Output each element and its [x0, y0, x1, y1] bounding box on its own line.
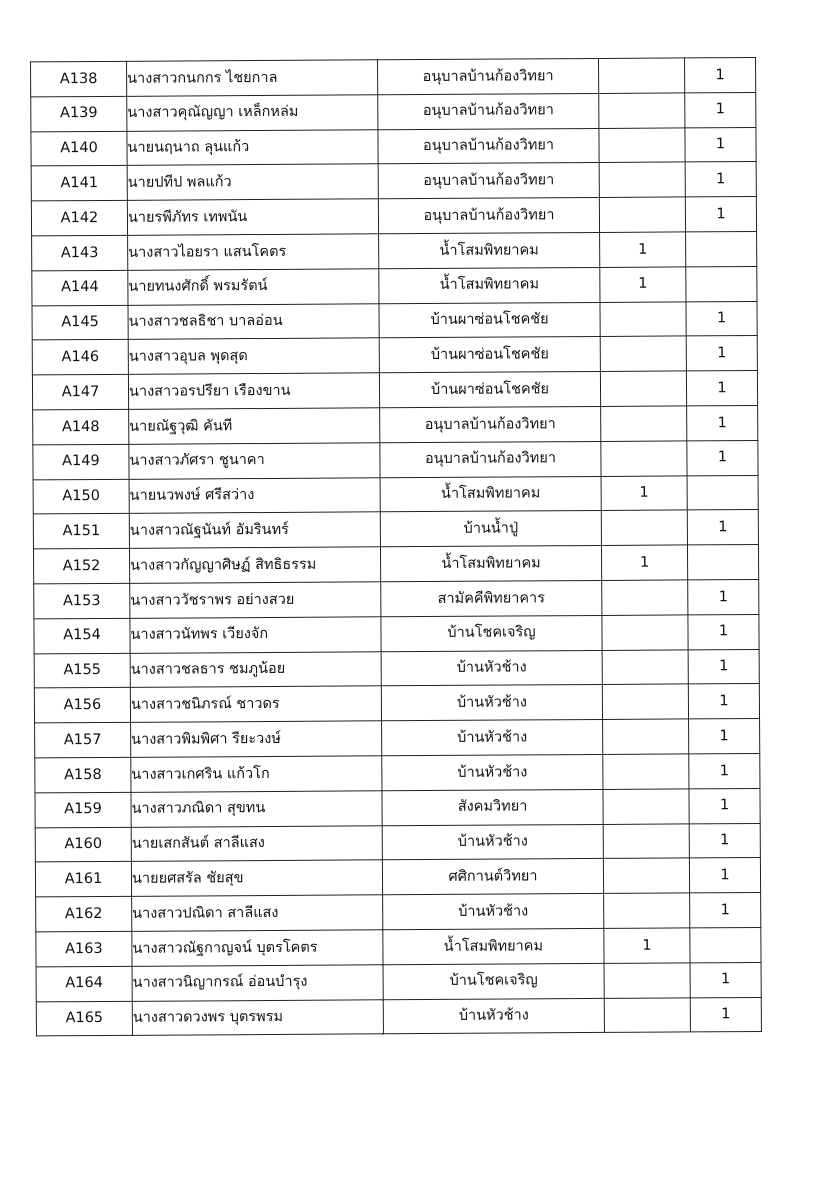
entry-count-b: 1 [686, 301, 757, 336]
entry-name: นางสาวชลธาร ชมภูน้อย [130, 651, 381, 687]
entry-school: อนุบาลบ้านก้องวิทยา [378, 93, 599, 129]
entry-school: สังคมวิทยา [382, 789, 603, 825]
entry-name: นางสาวณัฐนันท์ อัมรินทร์ [129, 512, 380, 548]
entry-id: A149 [33, 444, 129, 479]
entry-name: นางสาวเกศริน แก้วโก [131, 756, 382, 792]
entry-school: อนุบาลบ้านก้องวิทยา [378, 128, 599, 164]
entry-school: บ้านหัวช้าง [381, 685, 602, 721]
entry-count-a [601, 441, 687, 476]
entry-id: A163 [36, 931, 132, 966]
entry-school: บ้านหัวช้าง [382, 720, 603, 756]
entry-school: บ้านหัวช้าง [382, 754, 603, 790]
entry-count-b: 1 [688, 684, 759, 719]
entry-school: น้ำโสมพิทยาคม [379, 267, 600, 303]
table-row [35, 753, 760, 792]
table-row [36, 997, 761, 1036]
entry-school: บ้านหัวช้าง [382, 824, 603, 860]
entry-school: บ้านผาซ่อนโชคชัย [379, 302, 600, 338]
entry-count-b: 1 [690, 893, 761, 928]
entry-id: A142 [31, 201, 127, 236]
entry-name: นางสาวพิมพิศา รียะวงษ์ [131, 721, 382, 757]
entry-school: บ้านโชคเจริญ [383, 963, 604, 999]
entry-count-a [603, 858, 689, 893]
entry-id: A152 [33, 548, 129, 583]
table-row [31, 197, 756, 236]
entry-count-a [602, 615, 688, 650]
table-row [31, 127, 756, 166]
entry-count-a [604, 997, 690, 1032]
table-row [33, 475, 758, 514]
entry-id: A156 [34, 688, 130, 723]
entry-name: นายนวพงษ์ ศรีสว่าง [129, 477, 380, 513]
entry-count-b: 1 [686, 371, 757, 406]
entry-count-b: 1 [690, 962, 761, 997]
table-row [31, 92, 756, 131]
entry-school: น้ำโสมพิทยาคม [383, 928, 604, 964]
entry-id: A141 [31, 166, 127, 201]
entry-count-b: 1 [690, 997, 761, 1032]
entry-school: น้ำโสมพิทยาคม [380, 476, 601, 512]
entry-school: อนุบาลบ้านก้องวิทยา [380, 441, 601, 477]
entry-id: A150 [33, 479, 129, 514]
entry-id: A145 [32, 305, 128, 340]
entry-school: น้ำโสมพิทยาคม [379, 232, 600, 268]
entry-id: A159 [35, 792, 131, 827]
entry-name: นางสาวภณิดา สุขทน [131, 791, 382, 827]
entry-count-b: 1 [687, 405, 758, 440]
entry-id: A151 [33, 514, 129, 549]
table-row [33, 440, 758, 479]
entry-count-b: 1 [685, 162, 756, 197]
table-row [31, 162, 756, 201]
entry-count-b: 1 [688, 614, 759, 649]
entry-name: นางสาวนิญากรณ์ อ่อนบำรุง [132, 965, 383, 1001]
entry-count-a: 1 [600, 232, 686, 267]
entry-count-a [603, 754, 689, 789]
entry-count-a [598, 58, 684, 93]
entry-count-a [602, 684, 688, 719]
entry-id: A155 [34, 653, 130, 688]
entry-count-a: 1 [600, 267, 686, 302]
entry-count-a [599, 197, 685, 232]
entry-id: A160 [35, 827, 131, 862]
entry-school: บ้านผาซ่อนโชคชัย [379, 337, 600, 373]
entry-name: นางสาวภัศรา ชูนาคา [129, 443, 380, 479]
entry-count-b: 1 [689, 823, 760, 858]
entry-count-a [599, 128, 685, 163]
roster-table [30, 57, 762, 1037]
entry-count-b [687, 545, 758, 580]
entry-school: บ้านผาซ่อนโชคชัย [379, 372, 600, 408]
entry-id: A139 [31, 96, 127, 131]
entry-name: นางสาวคุณัญญา เหล็กหล่ม [127, 95, 378, 131]
table-row [36, 893, 761, 932]
entry-count-a [599, 162, 685, 197]
entry-count-a: 1 [601, 545, 687, 580]
entry-id: A143 [32, 235, 128, 270]
entry-id: A138 [31, 61, 127, 96]
entry-count-b: 1 [688, 649, 759, 684]
entry-school: บ้านหัวช้าง [383, 998, 604, 1034]
entry-name: นางสาวดวงพร บุตรพรม [132, 999, 383, 1035]
table-row [33, 405, 758, 444]
entry-id: A148 [33, 409, 129, 444]
entry-count-b: 1 [685, 127, 756, 162]
table-row [35, 719, 760, 758]
entry-id: A162 [36, 896, 132, 931]
entry-name: นายยศสรัล ชัยสุข [131, 860, 382, 896]
table-row [35, 823, 760, 862]
entry-school: อนุบาลบ้านก้องวิทยา [378, 198, 599, 234]
table-row [34, 684, 759, 723]
entry-count-b [686, 266, 757, 301]
entry-school: บ้านโชคเจริญ [381, 615, 602, 651]
entry-count-a: 1 [604, 928, 690, 963]
table-row [32, 231, 757, 270]
entry-school: บ้านน้ำปู่ [380, 511, 601, 547]
entry-id: A140 [31, 131, 127, 166]
entry-name: นายรพีภัทร เทพนัน [127, 199, 378, 235]
entry-count-a [603, 823, 689, 858]
entry-count-b: 1 [689, 788, 760, 823]
table-row [32, 336, 757, 375]
entry-count-a [599, 93, 685, 128]
entry-name: นางสาวอรปรียา เรืองขาน [128, 373, 379, 409]
entry-count-b: 1 [686, 336, 757, 371]
entry-school: อนุบาลบ้านก้องวิทยา [378, 58, 599, 94]
entry-name: นายทนงศักดิ์ พรมรัตน์ [128, 269, 379, 305]
table-row [32, 266, 757, 305]
entry-count-b [686, 231, 757, 266]
entry-name: นายณัฐวุฒิ คันที [129, 408, 380, 444]
entry-count-b: 1 [685, 92, 756, 127]
entry-id: A164 [36, 966, 132, 1001]
table-row [36, 927, 761, 966]
entry-id: A165 [36, 1001, 132, 1036]
entry-count-b [687, 475, 758, 510]
entry-count-b: 1 [687, 440, 758, 475]
entry-count-b: 1 [684, 57, 755, 92]
table-row [33, 545, 758, 584]
entry-count-a [604, 893, 690, 928]
entry-count-a: 1 [601, 475, 687, 510]
table-row [34, 579, 759, 618]
table-row [34, 649, 759, 688]
entry-count-b: 1 [685, 197, 756, 232]
entry-school: น้ำโสมพิทยาคม [380, 546, 601, 582]
entry-count-a [601, 406, 687, 441]
entry-count-a [600, 302, 686, 337]
table-row [31, 57, 756, 96]
entry-count-b: 1 [687, 510, 758, 545]
entry-name: นางสาวกนกกร ไชยกาล [127, 60, 378, 96]
entry-count-b: 1 [689, 858, 760, 893]
entry-count-a [604, 963, 690, 998]
entry-name: นางสาวชลธิชา บาลอ่อน [128, 303, 379, 339]
entry-id: A147 [32, 375, 128, 410]
table-row [36, 962, 761, 1001]
entry-id: A146 [32, 340, 128, 375]
entry-count-a [602, 649, 688, 684]
entry-count-b [690, 927, 761, 962]
entry-name: นายเสกสันต์ สาลีแสง [131, 825, 382, 861]
entry-id: A161 [35, 862, 131, 897]
entry-count-a [603, 719, 689, 754]
table-row [35, 858, 760, 897]
entry-name: นางสาวอุบล พุดสุด [128, 338, 379, 374]
entry-count-a [600, 336, 686, 371]
entry-school: บ้านหัวช้าง [383, 894, 604, 930]
entry-count-a [603, 789, 689, 824]
entry-count-a [602, 580, 688, 615]
table-row [32, 371, 757, 410]
entry-id: A144 [32, 270, 128, 305]
entry-count-b: 1 [689, 719, 760, 754]
roster-body [31, 57, 762, 1036]
entry-school: สามัคคีพิทยาคาร [381, 580, 602, 616]
entry-id: A158 [35, 757, 131, 792]
entry-school: บ้านหัวช้าง [381, 650, 602, 686]
table-row [33, 510, 758, 549]
table-row [34, 614, 759, 653]
entry-name: นายปทีป พลแก้ว [127, 164, 378, 200]
entry-name: นางสาวไอยรา แสนโคตร [128, 234, 379, 270]
entry-id: A153 [34, 583, 130, 618]
entry-count-b: 1 [689, 753, 760, 788]
entry-name: นางสาวชนิภรณ์ ชาวดร [130, 686, 381, 722]
entry-name: นางสาวกัญญาศิษฏ์ สิทธิธรรม [129, 547, 380, 583]
entry-id: A157 [35, 722, 131, 757]
table-row [35, 788, 760, 827]
entry-count-a [600, 371, 686, 406]
entry-name: นางสาวณัฐกาญจน์ บุตรโคตร [132, 930, 383, 966]
entry-school: ศศิกานต์วิทยา [382, 859, 603, 895]
entry-name: นางสาววัชราพร อย่างสวย [130, 582, 381, 618]
entry-name: นายนฤนาถ ลุนแก้ว [127, 129, 378, 165]
table-row [32, 301, 757, 340]
entry-id: A154 [34, 618, 130, 653]
entry-count-a [601, 510, 687, 545]
entry-school: อนุบาลบ้านก้องวิทยา [380, 406, 601, 442]
entry-school: อนุบาลบ้านก้องวิทยา [378, 163, 599, 199]
entry-name: นางสาวปณิดา สาลีแสง [132, 895, 383, 931]
entry-name: นางสาวนัทพร เวียงจัก [130, 617, 381, 653]
entry-count-b: 1 [688, 579, 759, 614]
